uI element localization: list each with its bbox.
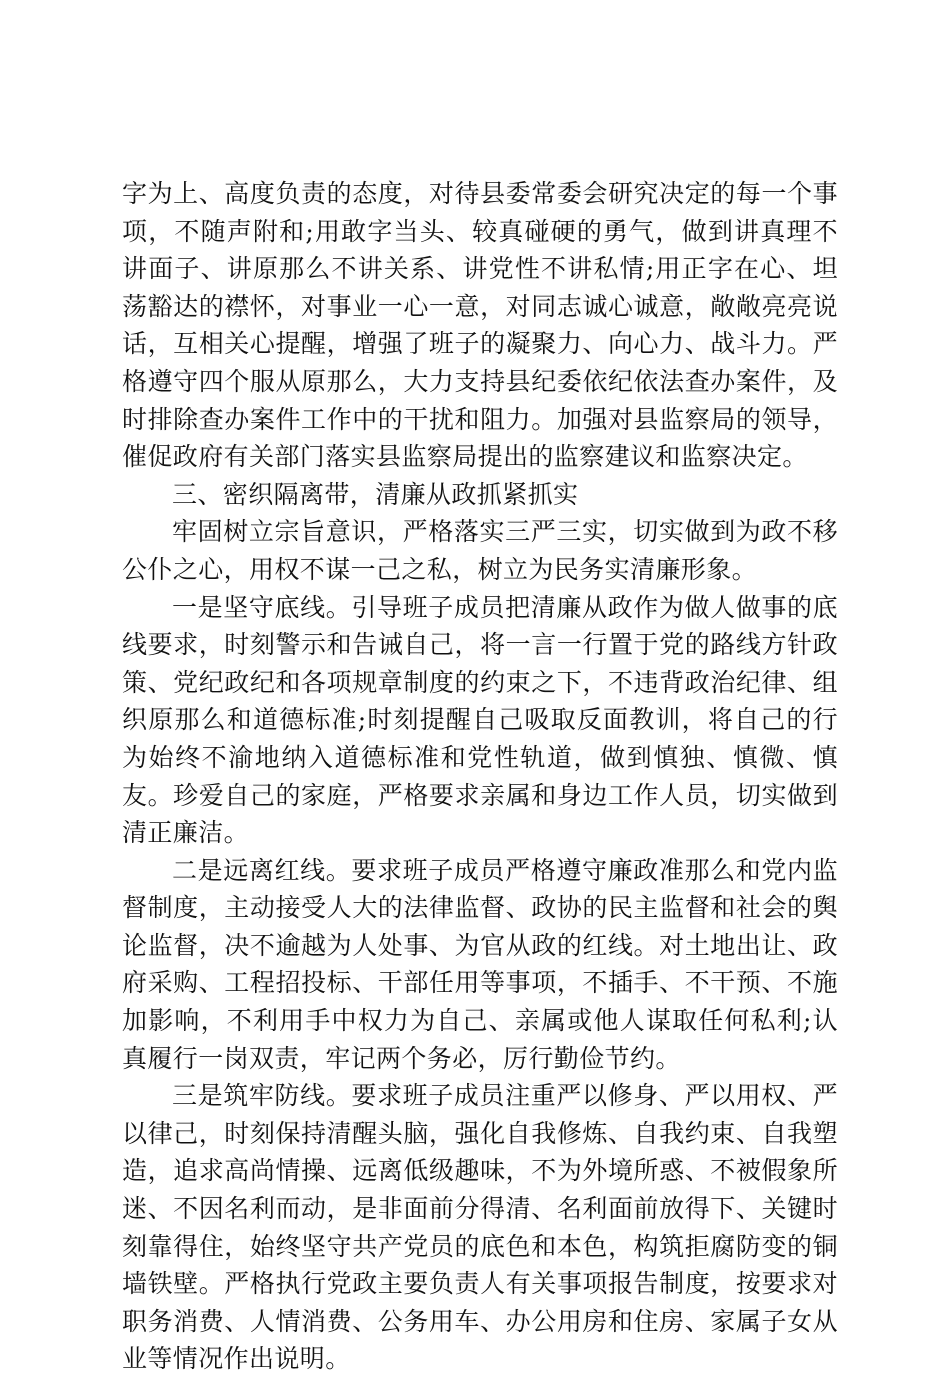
paragraph: 牢固树立宗旨意识，严格落实三严三实，切实做到为政不移公仆之心，用权不谋一己之私，树立为民务实清廉形象。 bbox=[122, 517, 838, 584]
paragraph: 三是筑牢防线。要求班子成员注重严以修身、严以用权、严以律己，时刻保持清醒头脑，强化自我修炼、自我约束、自我塑造，追求高尚情操、远离低级趣味，不为外境所惑、不被假象所迷、不因名利而动，是非面前分得清、名利面前放得下、关键时刻靠得住，始终坚守共产党员的底色和本色，构筑拒腐防变的铜墙铁壁。严格执行党政主要负责人有关事项报告制度，按要求对职务消费、人情消费、公务用车、办公用房和住房、家属子女从业等情况作出说明。 bbox=[122, 1081, 838, 1374]
document-body bbox=[122, 175, 838, 1378]
section-heading: 三、密织隔离带，清廉从政抓紧抓实 bbox=[172, 479, 579, 509]
paragraph: 二是远离红线。要求班子成员严格遵守廉政准那么和党内监督制度，主动接受人大的法律监督、政协的民主监督和社会的舆论监督，决不逾越为人处事、为官从政的红线。对土地出让、政府采购、工程招投标、干部任用等事项，不插手、不干预、不施加影响，不利用手中权力为自己、亲属或他人谋取任何私利;认真履行一岗双责，牢记两个务必，厉行勤俭节约。 bbox=[122, 855, 838, 1073]
paragraph: 一是坚守底线。引导班子成员把清廉从政作为做人做事的底线要求，时刻警示和告诫自己，将一言一行置于党的路线方针政策、党纪政纪和各项规章制度的约束之下，不违背政治纪律、组织原那么和道德标准;时刻提醒自己吸取反面教训，将自己的行为始终不渝地纳入道德标准和党性轨道，做到慎独、慎微、慎友。珍爱自己的家庭，严格要求亲属和身边工作人员，切实做到清正廉洁。 bbox=[122, 592, 838, 848]
paragraph-continued: 字为上、高度负责的态度，对待县委常委会研究决定的每一个事项，不随声附和;用敢字当头、较真碰硬的勇气，做到讲真理不讲面子、讲原那么不讲关系、讲党性不讲私情;用正字在心、坦荡豁达的襟怀，对事业一心一意，对同志诚心诚意，敞敞亮亮说话，互相关心提醒，增强了班子的凝聚力、向心力、战斗力。严格遵守四个服从原那么，大力支持县纪委依纪依法查办案件，及时排除查办案件工作中的干扰和阻力。加强对县监察局的领导，催促政府有关部门落实县监察局提出的监察建议和监察决定。 bbox=[122, 179, 838, 472]
